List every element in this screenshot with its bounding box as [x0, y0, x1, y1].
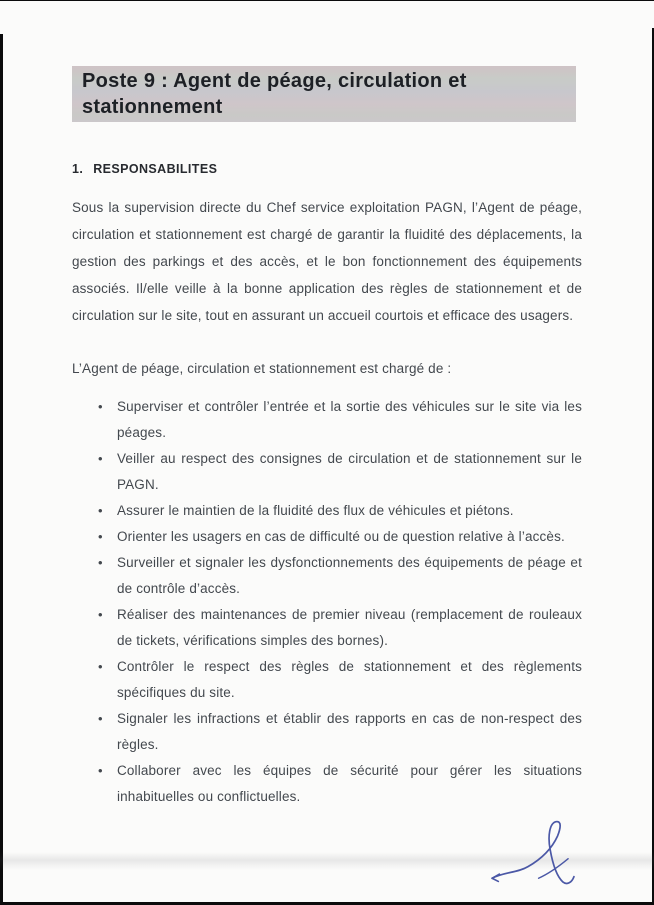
paragraph-overview: Sous la supervision directe du Chef service exploitation PAGN, l’Agent de péage, circulation et stationnement est chargé de garantir la fluidité des déplacements, la gestion des parkings et des accès, et le bon fonctionnement des équipements associés. Il/elle veille à la bonne application des règles de stationnement et de circulation sur le site, tout en assurant un accueil courtois et efficace des usagers.: [72, 200, 582, 323]
page-title-line2: stationnement: [82, 96, 223, 118]
duty-item: • Collaborer avec les équipes de sécurité pour gérer les situations inhabituelles ou conflictuelles.: [72, 758, 582, 810]
duty-item: • Assurer le maintien de la fluidité des flux de véhicules et piétons.: [72, 498, 582, 524]
paragraph-intro: L’Agent de péage, circulation et stationnement est chargé de :: [72, 361, 452, 376]
section-heading: [72, 162, 582, 176]
duty-item: • Signaler les infractions et établir des rapports en cas de non-respect des règles.: [72, 706, 582, 758]
page-title: [72, 66, 576, 122]
section-label: RESPONSABILITES: [93, 162, 218, 176]
duty-item: • Superviser et contrôler l’entrée et la sortie des véhicules sur le site via les péages.: [72, 394, 582, 446]
duty-item: • Contrôler le respect des règles de stationnement et des règlements spécifiques du site.: [72, 654, 582, 706]
duties-list: [72, 394, 582, 810]
section-number: 1.: [72, 162, 84, 176]
duty-item: • Veiller au respect des consignes de circulation et de stationnement sur le PAGN.: [72, 446, 582, 498]
signature-handwritten: [488, 818, 606, 892]
scan-edge-left: [0, 34, 3, 905]
duty-item: • Surveiller et signaler les dysfonctionnements des équipements de péage et de contrôle d’accès.: [72, 550, 582, 602]
page-content: [72, 0, 582, 810]
duty-item: • Réaliser des maintenances de premier niveau (remplacement de rouleaux de tickets, vérifications simples des bornes).: [72, 602, 582, 654]
page-title-line1: Poste 9 : Agent de péage, circulation et: [82, 70, 467, 92]
duty-item: • Orienter les usagers en cas de difficulté ou de question relative à l’accès.: [72, 524, 582, 550]
